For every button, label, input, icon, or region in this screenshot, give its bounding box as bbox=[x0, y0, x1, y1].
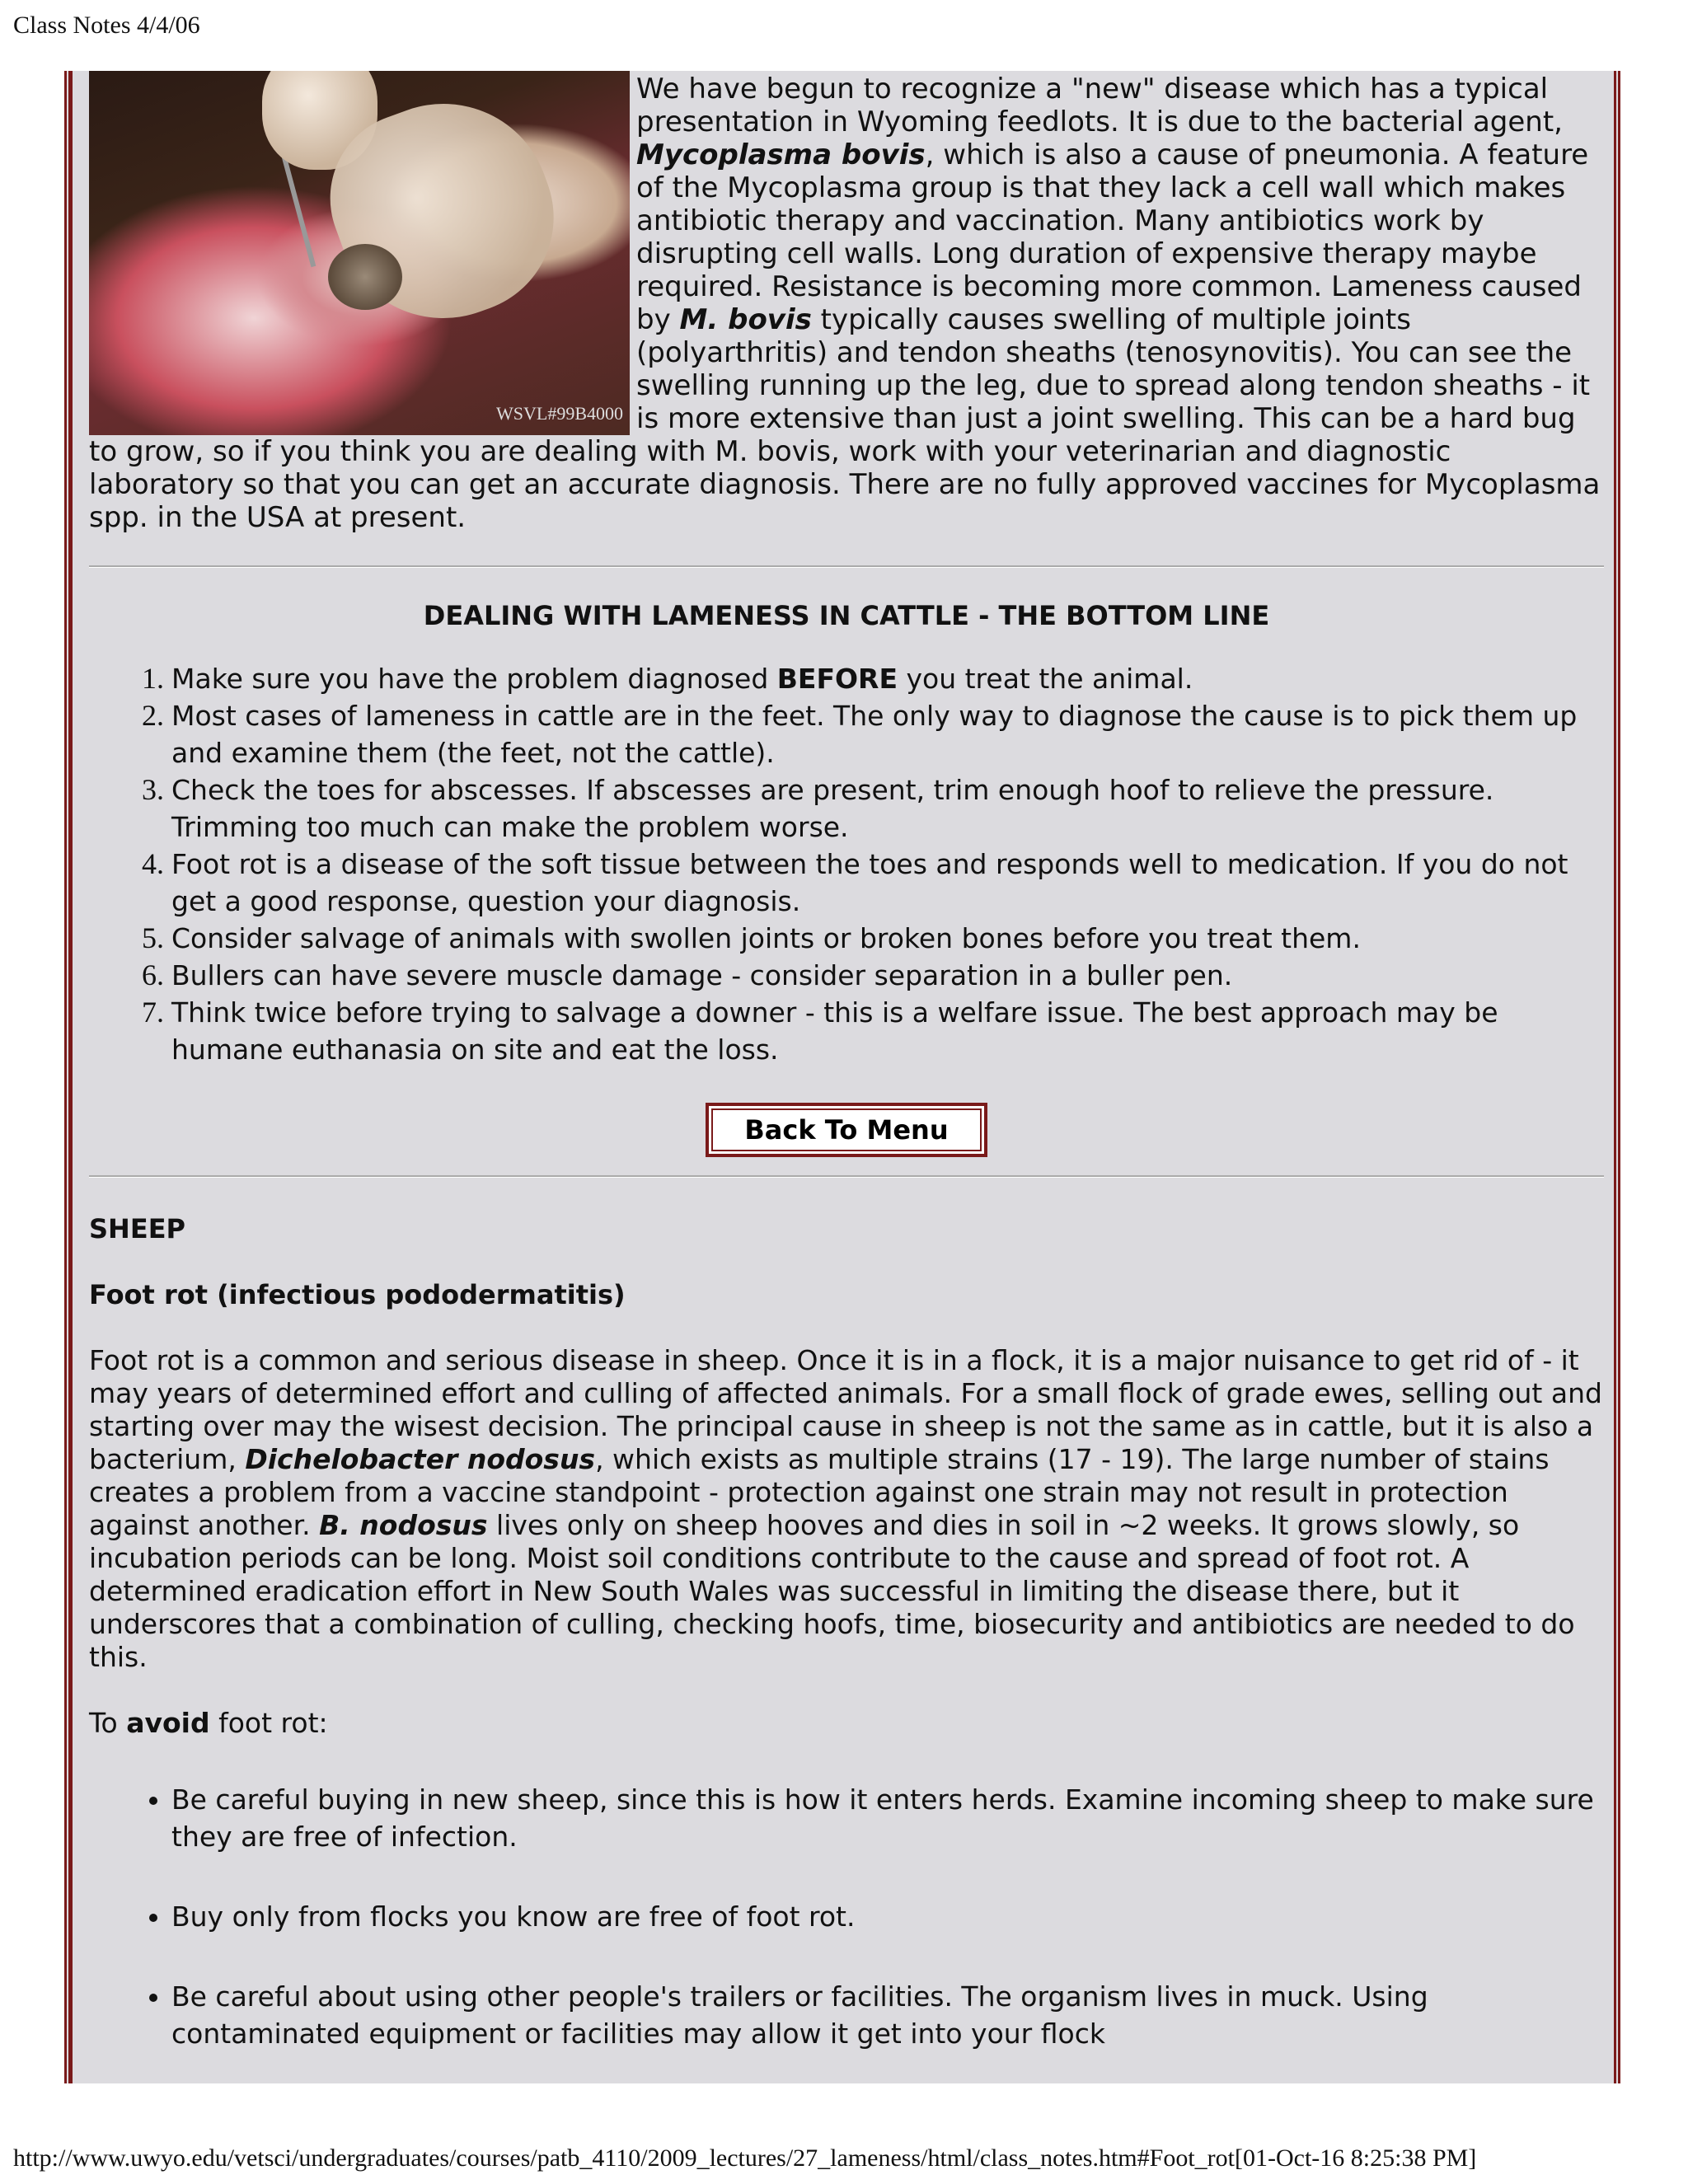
foot-dissection-photo bbox=[89, 71, 630, 435]
bottom-line-list bbox=[89, 660, 1604, 1068]
organism-name: Dichelobacter nodosus bbox=[245, 1443, 596, 1475]
emphasis: avoid bbox=[126, 1707, 210, 1739]
emphasis: BEFORE bbox=[776, 663, 898, 695]
main-content bbox=[89, 71, 1604, 2083]
list-item: 2. Most cases of lameness in cattle are in the feet. The only way to diagnose the cause is to pick them up and examine them (the feet, not the cattle). bbox=[171, 697, 1604, 771]
print-header-title: Class Notes 4/4/06 bbox=[13, 12, 200, 39]
text-run: typically causes swelling of multiple joints (polyarthritis) and tendon sheaths (tenosynovitis). You can see the swelling running up the leg, due to spread along tendon sheaths - it is more extensive than just a joint swelling. This can be a hard bug to grow, so if you think you are dealing with M. bovis, work with your veterinarian and diagnostic laboratory so that you can get an accurate diagnosis. There are no fully approved vaccines for Mycoplasma spp. in the USA at present. bbox=[89, 303, 1601, 534]
list-item: 6. Bullers can have severe muscle damage - consider separation in a buller pen. bbox=[171, 957, 1604, 994]
text-run: Foot rot is a common and serious disease in sheep. Once it is in a flock, it is a major nuisance to get rid of - it may years of determined effort and culling of affected animals. For a small flock of grade ewes, selling out and starting over may the wisest decision. The principal cause in sheep is not the same as in cattle, but it is also a bacterium, bbox=[89, 1344, 1602, 1475]
photo-watermark: WSVL#99B4000 bbox=[496, 403, 623, 424]
list-item bbox=[171, 660, 1604, 697]
text-run: We have begun to recognize a "new" disease which has a typical presentation in Wyoming feedlots. It is due to the bacterial agent, bbox=[636, 73, 1563, 138]
section-title-sheep: SHEEP bbox=[89, 1213, 185, 1244]
list-item: • Buy only from flocks you know are free of foot rot. bbox=[171, 1898, 1604, 1935]
list-item: 4. Foot rot is a disease of the soft tissue between the toes and responds well to medication. If you do not get a good response, question your diagnosis. bbox=[171, 846, 1604, 920]
organism-name: M. bovis bbox=[679, 303, 812, 336]
avoid-intro bbox=[89, 1707, 1604, 1740]
list-item: • Be careful about using other people's trailers or facilities. The organism lives in muck. Using contaminated equipment or facilities may allow it get into your flock bbox=[171, 1978, 1604, 2052]
divider bbox=[89, 1175, 1604, 1178]
back-button-wrap bbox=[89, 1103, 1604, 1157]
organism-name: B. nodosus bbox=[319, 1509, 488, 1541]
text-run: , which is also a cause of pneumonia. A feature of the Mycoplasma group is that they lack a cell wall which makes antibiotic therapy and vaccination. Many antibiotics work by disrupting cell walls. Long duration of expensive therapy maybe required. Resistance is becoming more common. Lameness caused by bbox=[636, 138, 1589, 336]
list-item: • Be careful buying in new sheep, since this is how it enters herds. Examine incoming sheep to make sure they are free of infection. bbox=[171, 1781, 1604, 1855]
list-item: 3. Check the toes for abscesses. If abscesses are present, trim enough hoof to relieve the pressure. Trimming too much can make the problem worse. bbox=[171, 771, 1604, 846]
subsection-title-foot-rot: Foot rot (infectious pododermatitis) bbox=[89, 1279, 626, 1310]
foot-rot-paragraph bbox=[89, 1344, 1604, 1674]
page-frame bbox=[64, 71, 1620, 2083]
tissue-disc-shape bbox=[328, 244, 402, 310]
text-run: Make sure you have the problem diagnosed bbox=[171, 663, 777, 695]
text-run: you treat the animal. bbox=[898, 663, 1193, 695]
back-to-menu-button[interactable] bbox=[706, 1103, 987, 1157]
text-run: foot rot: bbox=[209, 1707, 328, 1739]
text-run: To bbox=[89, 1707, 127, 1739]
list-item: 5. Consider salvage of animals with swollen joints or broken bones before you treat them. bbox=[171, 920, 1604, 957]
avoid-list bbox=[89, 1781, 1604, 2052]
list-item: 7. Think twice before trying to salvage a downer - this is a welfare issue. The best approach may be humane euthanasia on site and eat the loss. bbox=[171, 994, 1604, 1068]
text-run: lives only on sheep hooves and dies in soil in ~2 weeks. It grows slowly, so incubation periods can be long. Moist soil conditions contribute to the cause and spread of foot rot. A determined eradication effort in New South Wales was successful in limiting the disease there, but it underscores that a combination of culling, checking hoofs, time, biosecurity and antibiotics are needed to do this. bbox=[89, 1509, 1575, 1673]
text-run: , which exists as multiple strains (17 - 19). The large number of stains creates a problem from a vaccine standpoint - protection against one strain may not result in protection against another. bbox=[89, 1443, 1550, 1541]
bottom-line-heading: DEALING WITH LAMENESS IN CATTLE - THE BOTTOM LINE bbox=[423, 600, 1270, 631]
divider bbox=[89, 565, 1604, 568]
back-to-menu-label: Back To Menu bbox=[711, 1108, 981, 1151]
organism-name: Mycoplasma bovis bbox=[636, 138, 926, 171]
print-footer-url: http://www.uwyo.edu/vetsci/undergraduates/courses/patb_4110/2009_lectures/27_lameness/html/class_notes.htm#Foot_rot[01-Oct-16 8:25:38 PM] bbox=[13, 2144, 1477, 2172]
